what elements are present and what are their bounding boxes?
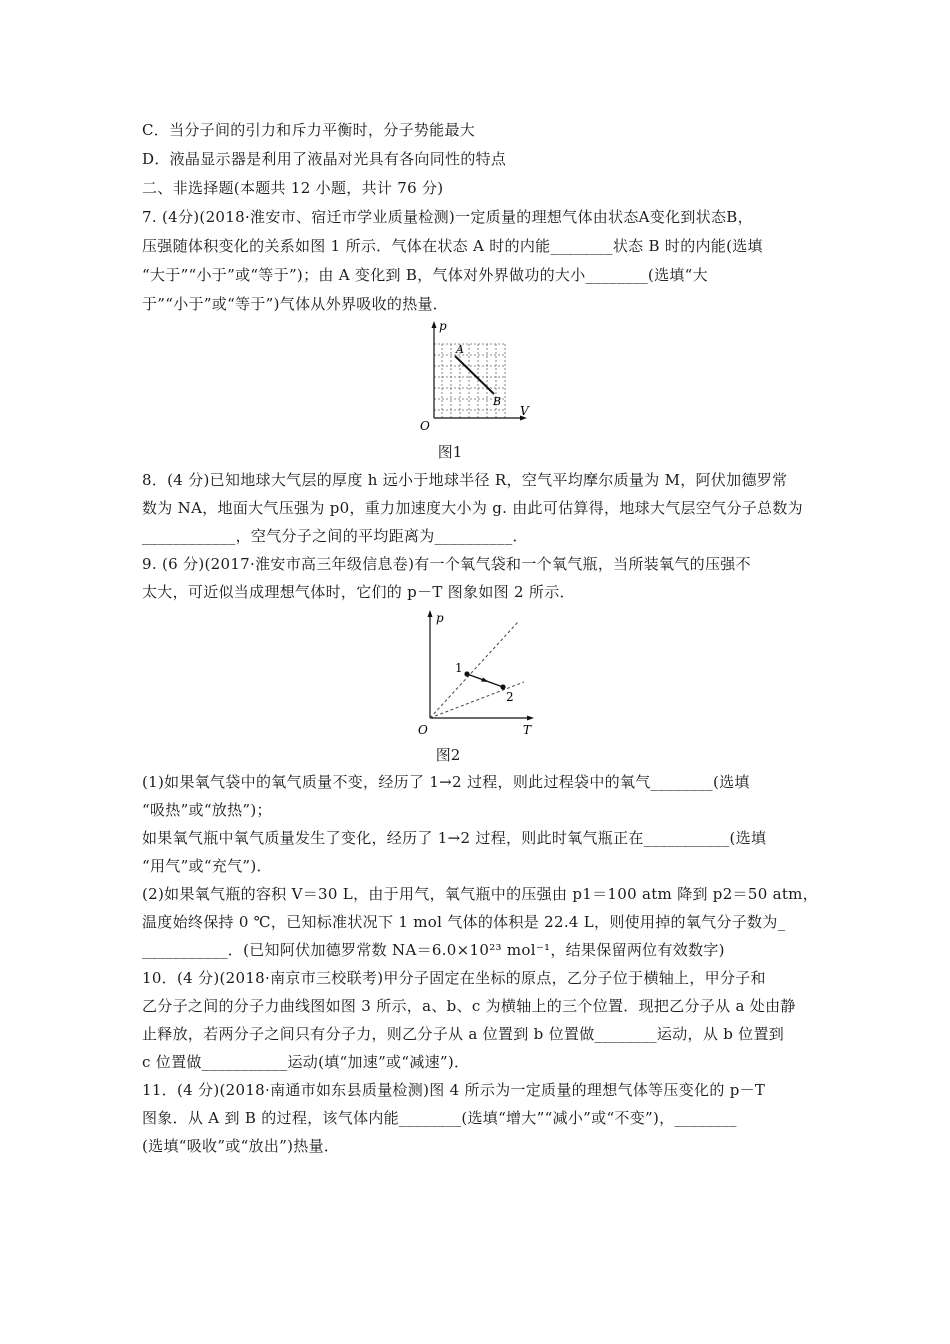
q8-line-3: ____________，空气分子之间的平均距离为__________． <box>142 527 528 545</box>
q11-line-2: 图象．从 A 到 B 的过程，该气体内能________(选填“增大”“减小”或“不变”)，________ <box>142 1109 737 1127</box>
q10-line-4: c 位置做___________运动(填“加速”或“减速”)． <box>142 1053 470 1071</box>
q9-part1-line-4: “用气”或“充气”)． <box>142 857 272 875</box>
q7-line-4: 于”“小于”或“等于”)气体从外界吸收的热量． <box>142 295 449 313</box>
figure-1-point-a: A <box>456 343 464 356</box>
figure-2-upper-isochore <box>430 622 518 718</box>
q7-line-3: “大于”“小于”或“等于”)；由 A 变化到 B，气体对外界做功的大小________(选填“大 <box>142 266 708 284</box>
figure-1-point-b: B <box>493 395 502 408</box>
q9-line-1: 9. (6 分)(2017·淮安市高三年级信息卷)有一个氧气袋和一个氧气瓶，当所装氧气的压强不 <box>142 555 751 573</box>
figure-2-caption: 图2 <box>435 746 461 764</box>
figure-1-caption: 图1 <box>437 443 463 461</box>
q9-part2-line-3: ___________．(已知阿伏加德罗常数 NA＝6.0×10²³ mol⁻¹，结果保留两位有效数字) <box>142 941 725 959</box>
q9-line-2: 太大，可近似当成理想气体时，它们的 p－T 图象如图 2 所示． <box>142 583 575 601</box>
figure-2-point-2-label: 2 <box>506 690 514 704</box>
q11-line-1: 11．(4 分)(2018·南通市如东县质量检测)图 4 所示为一定质量的理想气体等压变化的 p－T <box>142 1081 766 1099</box>
q10-line-3: 止释放，若两分子之间只有分子力，则乙分子从 a 位置到 b 位置做________运动，从 b 位置到 <box>142 1025 785 1043</box>
figure-2-y-arrow <box>428 610 433 617</box>
figure-1-origin: O <box>420 419 430 433</box>
q8-line-2: 数为 NA，地面大气压强为 p0，重力加速度大小为 g. 由此可估算得，地球大气层空气分子总数为 <box>142 499 803 517</box>
q9-part1-line-2: “吸热”或“放热”)； <box>142 801 272 819</box>
figure-1-pv-graph <box>412 318 534 434</box>
figure-2-pt-graph <box>412 606 540 740</box>
figure-1-x-label: V <box>520 404 529 418</box>
figure-1-y-arrow <box>432 321 437 328</box>
q11-line-3: (选填“吸收”或“放出”)热量． <box>142 1137 340 1155</box>
section-heading: 二、非选择题(本题共 12 小题，共计 76 分) <box>142 179 444 197</box>
q9-part1-line-1: (1)如果氧气袋中的氧气质量不变，经历了 1→2 过程，则此过程袋中的氧气________(选填 <box>142 773 750 791</box>
q10-line-2: 乙分子之间的分子力曲线图如图 3 所示，a、b、c 为横轴上的三个位置．现把乙分子从 a 处由静 <box>142 997 796 1015</box>
figure-2-origin: O <box>418 723 428 737</box>
q7-line-2: 压强随体积变化的关系如图 1 所示．气体在状态 A 时的内能________状态 B 时的内能(选填 <box>142 237 763 255</box>
figure-2-point-1-label: 1 <box>455 661 463 675</box>
q9-part2-line-2: 温度始终保持 0 ℃，已知标准状况下 1 mol 气体的体积是 22.4 L，则使用掉的氧气分子数为_ <box>142 913 786 931</box>
option-c: C．当分子间的引力和斥力平衡时，分子势能最大 <box>142 121 476 139</box>
figure-2-y-label: p <box>436 611 444 625</box>
figure-2-point-1-dot <box>464 671 469 676</box>
q7-line-1: 7. (4分)(2018·淮安市、宿迁市学业质量检测)一定质量的理想气体由状态A变化到状态B， <box>142 208 753 226</box>
q8-line-1: 8．(4 分)已知地球大气层的厚度 h 远小于地球半径 R，空气平均摩尔质量为 M，阿伏加德罗常 <box>142 471 788 489</box>
figure-2-x-arrow <box>527 716 534 721</box>
q10-line-1: 10．(4 分)(2018·南京市三校联考)甲分子固定在坐标的原点，乙分子位于横轴上，甲分子和 <box>142 969 766 987</box>
q9-part2-line-1: (2)如果氧气瓶的容积 V＝30 L，由于用气，氧气瓶中的压强由 p1＝100 atm 降到 p2＝50 atm， <box>142 885 819 903</box>
figure-2-x-label: T <box>523 723 532 737</box>
q9-part1-line-3: 如果氧气瓶中氧气质量发生了变化，经历了 1→2 过程，则此时氧气瓶正在___________(选填 <box>142 829 767 847</box>
figure-2-process-arrow <box>481 678 489 683</box>
figure-2-point-2-dot <box>500 684 505 689</box>
option-d: D．液晶显示器是利用了液晶对光具有各向同性的特点 <box>142 150 507 168</box>
figure-1-y-label: p <box>439 319 447 333</box>
